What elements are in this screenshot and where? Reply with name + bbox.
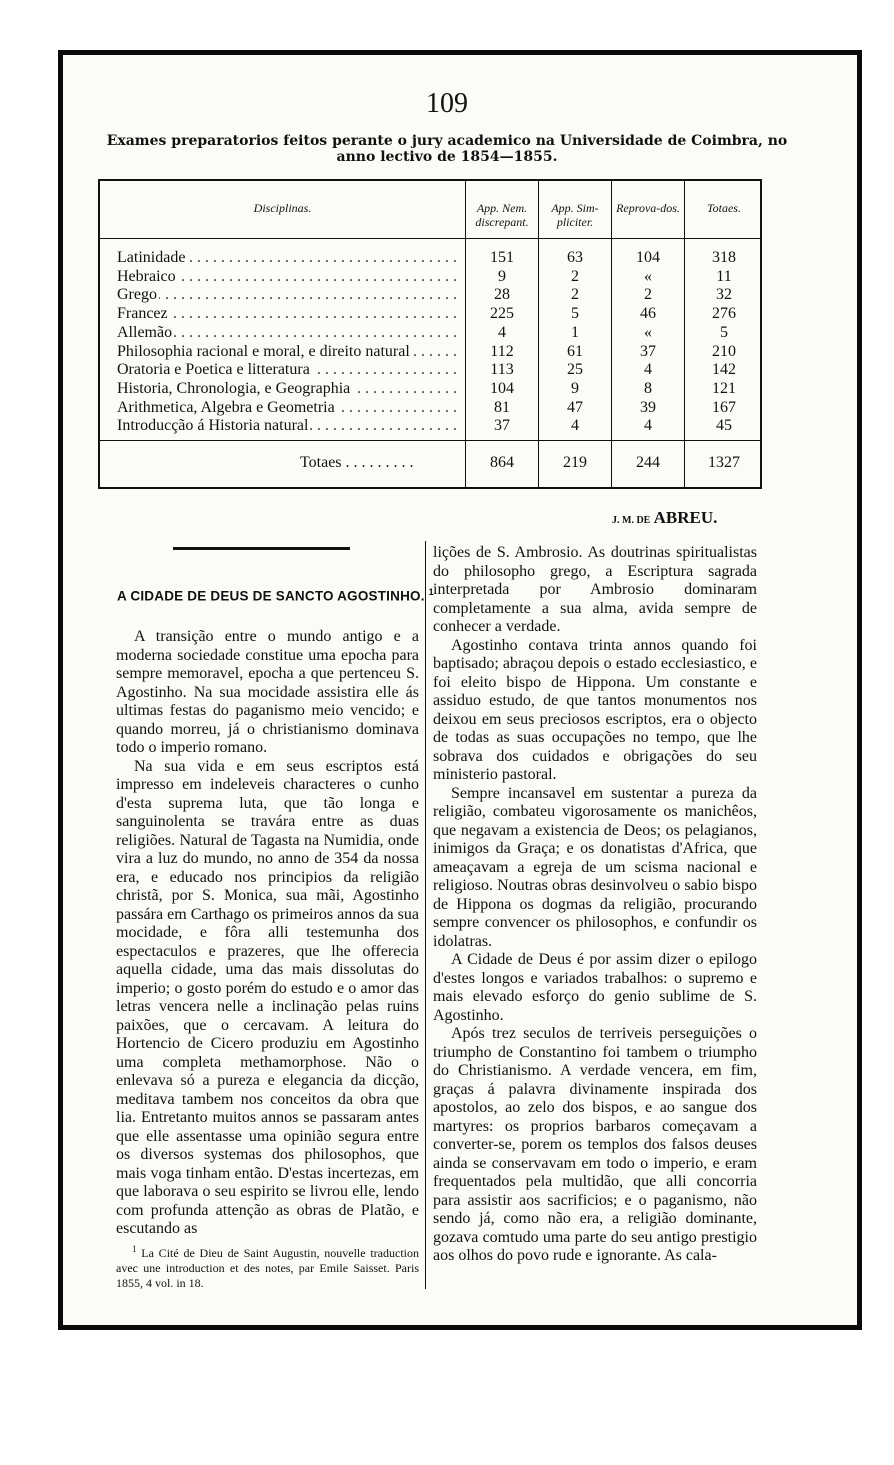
cell-c1: 4 [498, 323, 506, 341]
table-row [100, 304, 760, 324]
cell-c2: 2 [571, 286, 579, 304]
row-label: Hebraico . . . [117, 267, 462, 287]
cell-c3: 46 [640, 305, 656, 323]
cell-c1: 81 [494, 398, 510, 416]
cell-c2: 61 [567, 342, 583, 360]
cell-c3: 8 [644, 379, 652, 397]
header-totaes: Totaes. [707, 201, 741, 215]
table-row [100, 342, 760, 362]
row-label: Latinidade . . . [117, 248, 462, 268]
table-row [100, 360, 760, 380]
header-app-simpliciter: App. Sim-pliciter. [551, 201, 599, 229]
cell-c1: 113 [490, 361, 514, 379]
total-c3: 244 [636, 454, 660, 471]
header-disciplinas: Disciplinas. [253, 201, 312, 215]
cell-c4: 11 [716, 267, 732, 285]
cell-c1: 151 [490, 249, 514, 266]
header-rule [100, 238, 760, 239]
signature-name: ABREU. [653, 508, 718, 527]
cell-c1: 225 [490, 305, 514, 323]
signature [612, 508, 717, 528]
table-row [100, 379, 760, 399]
cell-c2: 2 [571, 267, 579, 285]
table-heading: Exames preparatorios feitos perante o jury academico na Universidade de Coimbra, no anno lectivo de 1854—1855. [106, 133, 788, 165]
left-column [116, 628, 419, 1239]
paragraph: Agostinho contava trinta annos quando foi baptisado; abraçou depois o estado ecclesiastico, e foi eleito bispo de Hippona. Um constante e assiduo estudo, de que tantos monumentos nos deixou em seus preciosos escriptos, era o objecto de todas as suas occupações no tempo, que lhe sobrava dos cuidados e obrigações do seu ministerio pastoral. [433, 636, 757, 783]
row-label: Oratoria e Poetica e litteratura . . . [117, 360, 462, 380]
row-label: Historia, Chronologia, e Geographia . . . [117, 379, 462, 399]
section-rule [173, 547, 350, 550]
row-label: Introducção á Historia natural . . . [117, 416, 462, 436]
paragraph: Sempre incansavel em sustentar a pureza da religião, combateu vigorosamente os manichêos, que negavam a existencia de Deos; os pelagianos, inimigos da Graça; e os donatistas d'Africa, que ameaçavam a egreja de um scisma nacional e religioso. Noutras obras desinvolveu o sabio bispo de Hippona os dogmas da religião, procurando sempre convencer os philosophos, e confundir os idolatras. [433, 784, 757, 950]
cell-c3: 37 [640, 342, 656, 360]
right-column [433, 544, 757, 1266]
cell-c3: 104 [636, 249, 660, 266]
totals-label: Totaes . . . . . . . . . [300, 454, 414, 471]
cell-c4: 32 [716, 286, 732, 304]
cell-c4: 45 [716, 417, 732, 435]
row-label: Arithmetica, Algebra e Geometria . . . [117, 398, 462, 418]
exam-table [98, 179, 762, 489]
totals-rule [100, 440, 760, 441]
cell-c2: 1 [571, 323, 579, 341]
signature-initials: J. M. DE [612, 515, 651, 526]
table-row [100, 267, 760, 287]
cell-c4: 167 [712, 398, 736, 416]
cell-c3: 2 [644, 286, 652, 304]
cell-c2: 4 [571, 417, 579, 435]
header-app-nem-discrepant: App. Nem. discrepant. [475, 201, 529, 229]
paragraph: lições de S. Ambrosio. As doutrinas spiritualistas do philosopho grego, a Escriptura sagrada interpretada por Ambrosio dominaram completamente a sua alma, avida sempre de conhecer a verdade. [433, 544, 757, 635]
title-note-mark: 1 [428, 587, 434, 597]
table-row [100, 416, 760, 436]
table-row [100, 398, 760, 418]
cell-c2: 47 [567, 398, 583, 416]
cell-c1: 28 [494, 286, 510, 304]
cell-c4: 318 [712, 249, 736, 266]
cell-c2: 25 [567, 361, 583, 379]
total-c2: 219 [563, 454, 587, 471]
cell-c3: 4 [644, 417, 652, 435]
footnote-text: La Cité de Dieu de Saint Augustin, nouvelle traduction avec une introduction et des notes, par Emile Saisset. Paris 1855, 4 vol. in 18. [116, 1246, 419, 1290]
paragraph: Após trez seculos de terriveis perseguições o triumpho de Constantino foi tambem o triumpho do Christianismo. A verdade vencera, em fim, graças á palavra divinamente inspirada dos apostolos, ao zelo dos bispos, e ao sangue dos martyres: os proprios barbaros começavam a converter-se, porem os templos dos falsos deuses ainda se conservavam em todo o imperio, e eram frequentados pela multidão, que alli concorria para assistir aos sacrificios; e o paganismo, não sendo já, como não era, a religião dominante, gozava comtudo uma parte do seu antigo prestigio aos olhos do povo rude e ignorante. As cala- [433, 1025, 757, 1264]
cell-c4: 5 [720, 323, 728, 341]
footnote [116, 1242, 419, 1291]
column-divider [425, 541, 426, 1289]
row-label: Grego . . . [117, 285, 462, 305]
cell-c1: 9 [498, 267, 506, 285]
total-c1: 864 [490, 454, 514, 471]
cell-c2: 63 [567, 249, 583, 266]
totals-row [100, 453, 760, 473]
cell-c4: 121 [712, 379, 736, 397]
header-reprovados: Reprova-dos. [616, 201, 680, 215]
table-row [100, 323, 760, 343]
cell-c3: 39 [640, 398, 656, 416]
table-row [100, 248, 760, 268]
cell-c3: « [644, 267, 652, 285]
footnote-mark: 1 [132, 1244, 137, 1254]
paragraph: A Cidade de Deus é por assim dizer o epilogo d'estes longos e variados trabalhos: o supremo e mais elevado esforço do genio sublime de S. Agostinho. [433, 951, 757, 1024]
row-label: Allemão . . . [117, 323, 462, 343]
total-c4: 1327 [708, 454, 740, 471]
cell-c1: 112 [490, 342, 514, 360]
row-label: Francez . . . [117, 304, 462, 324]
cell-c2: 5 [571, 305, 579, 323]
table-row [100, 285, 760, 305]
cell-c4: 210 [712, 342, 736, 360]
page-number: 109 [426, 88, 468, 119]
cell-c4: 142 [712, 361, 736, 379]
cell-c1: 37 [494, 417, 510, 435]
cell-c1: 104 [490, 379, 514, 397]
cell-c2: 9 [571, 379, 579, 397]
cell-c3: 4 [644, 361, 652, 379]
cell-c3: « [644, 323, 652, 341]
paragraph: A transição entre o mundo antigo e a moderna sociedade constitue uma epocha para sempre memoravel, epocha a que pertenceu S. Agostinho. Na sua mocidade assistira elle ás ultimas festas do paganismo meio vencido; e quando morreu, já o christianismo dominava todo o imperio romano. [116, 628, 419, 756]
cell-c4: 276 [712, 305, 736, 323]
paragraph: Na sua vida e em seus escriptos está impresso em indeleveis characteres o cunho d'esta suprema luta, que tão longa e sanguinolenta se travára entre as duas religiões. Natural de Tagasta na Numidia, onde vira a luz do mundo, no anno de 354 da nossa era, e educado nos principios da religião christã, por S. Monica, sua mãi, Agostinho passára em Carthago os primeiros annos da sua mocidade, e fôra alli testemunha dos espectaculos e prazeres, que lhe offerecia aquella cidade, uma das mais dissolutas do imperio; o gosto porém do estudo e o amor das letras vencera nelle a inclinação pelas ruins paixões, que o cercavam. A leitura do Hortencio de Cicero produziu em Agostinho uma completa methamorphose. Não o enlevava só a pureza e elegancia da dicção, meditava tambem nos conceitos da obra que lia. Entretanto muitos annos se passaram antes que elle assentasse uma opinião segura entre os diversos systemas dos philosophos, que mais voga tinham então. D'estas incertezas, em que laborava o seu espirito se livrou elle, lendo com profunda attenção as obras de Platão, e escutando as [116, 757, 419, 1237]
row-label: Philosophia racional e moral, e direito natural . . . [117, 342, 462, 362]
article-title: A CIDADE DE DEUS DE SANCTO AGOSTINHO. $^1$ [117, 587, 434, 604]
